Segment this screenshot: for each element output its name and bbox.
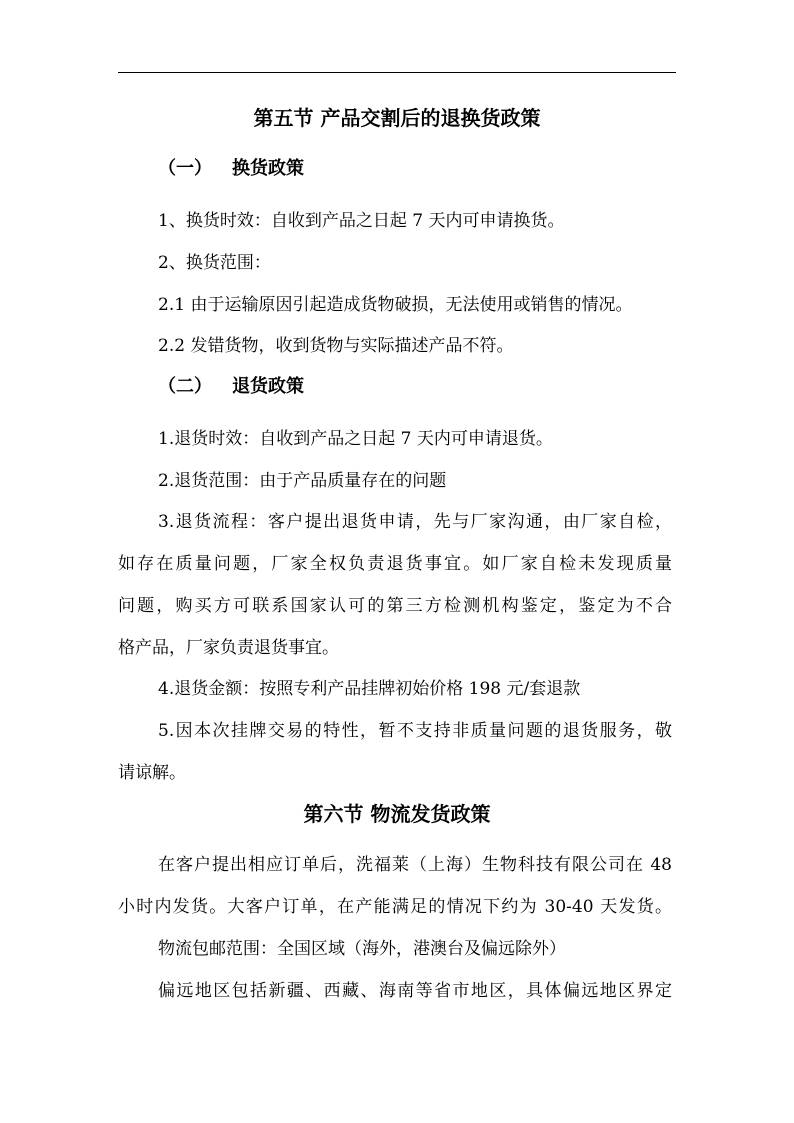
return-line-2: 2.退货范围：由于产品质量存在的问题: [158, 471, 447, 491]
return-line-9: 请谅解。: [118, 763, 186, 783]
exchange-policy-heading-text: 换货政策: [232, 158, 304, 179]
return-policy-heading-text: 退货政策: [232, 376, 304, 397]
return-line-6: 格产品，厂家负责退货事宜。: [118, 638, 339, 658]
section-6-title: 第六节 物流发货政策: [303, 802, 491, 826]
logistics-line-1: 在客户提出相应订单后，洗福莱（上海）生物科技有限公司在 48: [158, 855, 672, 875]
return-line-3: 3.退货流程：客户提出退货申请，先与厂家沟通，由厂家自检，: [158, 512, 672, 532]
logistics-line-4: 偏远地区包括新疆、西藏、海南等省市地区，具体偏远地区界定: [158, 981, 672, 1001]
return-line-4: 如存在质量问题，厂家全权负责退货事宜。如厂家自检未发现质量: [118, 554, 672, 574]
exchange-policy-heading: [158, 158, 304, 180]
return-policy-heading: [158, 376, 304, 398]
return-line-5: 问题，购买方可联系国家认可的第三方检测机构鉴定，鉴定为不合: [118, 596, 672, 616]
exchange-line-1: 1、换货时效：自收到产品之日起 7 天内可申请换货。: [158, 211, 565, 231]
logistics-line-2: 小时内发货。大客户订单，在产能满足的情况下约为 30-40 天发货。: [118, 897, 672, 917]
exchange-line-3: 2.1 由于运输原因引起造成货物破损，无法使用或销售的情况。: [158, 295, 633, 315]
exchange-line-4: 2.2 发错货物，收到货物与实际描述产品不符。: [158, 336, 514, 356]
return-line-8: 5.因本次挂牌交易的特性，暂不支持非质量问题的退货服务，敬: [158, 721, 672, 741]
section-5-title: 第五节 产品交割后的退换货政策: [253, 106, 541, 130]
header-rule: [118, 72, 676, 73]
exchange-line-2: 2、换货范围：: [158, 253, 271, 273]
return-policy-number: （二）: [158, 376, 212, 397]
return-line-1: 1.退货时效：自收到产品之日起 7 天内可申请退货。: [158, 429, 553, 449]
logistics-line-3: 物流包邮范围：全国区域（海外，港澳台及偏远除外）: [158, 939, 566, 959]
return-line-7: 4.退货金额：按照专利产品挂牌初始价格 198 元/套退款: [158, 679, 581, 699]
exchange-policy-number: （一）: [158, 158, 212, 179]
